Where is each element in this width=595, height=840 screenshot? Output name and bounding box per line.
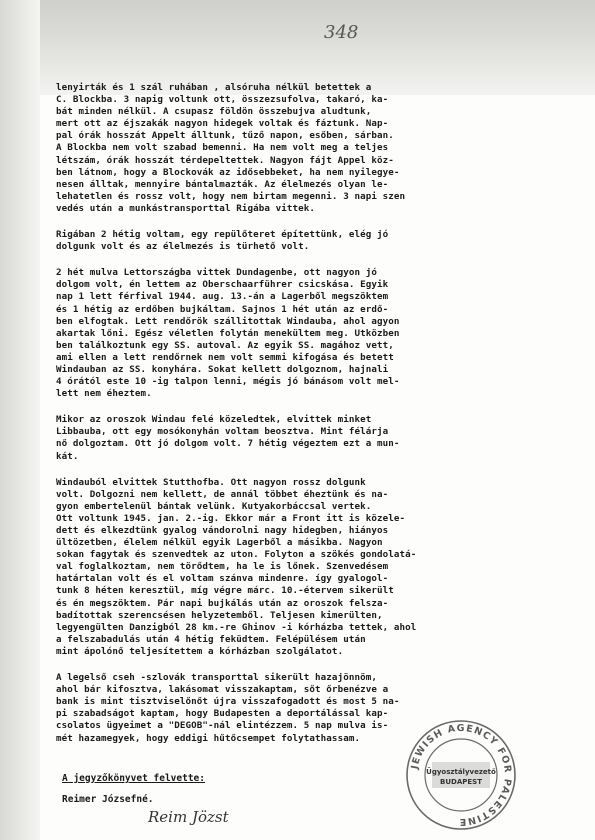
text-line: dolgunk volt és az élelmezés is türhető volt. [56, 241, 310, 253]
text-line: gyon embertelenül bántak velünk. Kutyakorbáccsal vertek. [56, 500, 372, 512]
text-line: nesen álltak, mennyire bántalmazták. Az élelmezés olyan le- [56, 178, 389, 190]
jewish-agency-stamp [402, 716, 520, 834]
paragraph [56, 477, 536, 658]
page-number: 348 [324, 22, 359, 43]
testimony-body [56, 82, 536, 759]
text-line: létszám, órák hosszát térdepeltettek. Nagyon fájt Appel köz- [56, 154, 394, 166]
text-line: tunk 8 héten keresztül, míg végre márc. 10.-étervem sikerült [56, 585, 394, 597]
text-line: 4 órától este 10 -ig talpon lenni, mégis jó bánásom volt mel- [56, 376, 400, 388]
text-line: legyengülten Danzigból 28 km.-re Ghinov -i kórházba tettek, ahol [56, 621, 417, 633]
text-line: kát. [56, 450, 79, 462]
text-line: lenyirták és 1 szál ruhában , alsóruha nélkül betettek a [56, 82, 372, 93]
text-line: ültözetben, élelem nélkül egyik Lagerből a másikba. Nagyon [56, 537, 383, 549]
text-line: nap 1 lett férfival 1944. aug. 13.-án a Lagerből megszöktem [56, 291, 389, 303]
stamp-inner-line-1: Ügyosztályvezető [426, 768, 496, 776]
text-line: mint ápolónő teljesítettem a kórházban szolgálatot. [56, 645, 344, 657]
stamp-inner-line-2: BUDAPEST [440, 778, 482, 786]
text-line: nő dolgoztam. Ott jó dolgom volt. 7 hétig végeztem ezt a mun- [56, 438, 400, 450]
stamp-ring-text: JEWISH AGENCY FOR PALESTINE [409, 722, 514, 828]
text-line: ben találkoztunk egy SS. autoval. Az egyik SS. magához vett, [56, 339, 394, 351]
text-line: mét hazamegyek, hogy eddigi hűtőcsempet folytathassam. [56, 732, 361, 744]
text-line: lett nem éheztem. [56, 388, 152, 400]
text-line: és én megszöktem. Pár napi bujkálás után az oroszok felsza- [56, 597, 389, 609]
text-line: bank is mint tisztviselőnőt újra visszafogadott és most 5 na- [56, 696, 400, 708]
text-line: ami ellen a lett rendőrnek nem volt semmi kifogása és betett [56, 351, 394, 363]
text-line: bát minden nélkül. A csupasz földön összebujva aludtunk, [56, 106, 372, 118]
text-line: pal órák hosszát Appelt álltunk, tűző napon, esőben, sárban. [56, 130, 394, 142]
scan-shadow-top [0, 0, 595, 95]
text-line: A Blockba nem volt szabad bemenni. Ha nem volt meg a teljes [56, 142, 389, 154]
text-line: Windauban az SS. konyhára. Sokat kellett dolgoznom, hajnali [56, 363, 389, 375]
text-line: dett és elkezdtünk gyalog vándorolni nagy hidegben, hiányos [56, 525, 389, 536]
text-line: val foglalkoztam, nem törődtem, ha le is lőnek. Szenvedésem [56, 561, 389, 573]
text-line: pi szabadságot kaptam, hogy Budapesten a deportálással kap- [56, 708, 389, 720]
paragraph [56, 82, 536, 215]
text-line: volt. Dolgozni nem kellett, de annál többet éheztünk és na- [56, 488, 389, 500]
paragraph [56, 267, 536, 400]
text-line: határtalan volt és el voltam szánva mindenre. így gyalogol- [56, 573, 389, 585]
text-line: lehatetlen és rossz volt, hogy nem birtam megenni. 3 napi szen [56, 190, 406, 202]
scan-shadow-left [0, 0, 40, 840]
text-line: csolatos ügyeimet a "DEGOB"-nál elintézzem. 5 nap mulva is- [56, 720, 389, 732]
text-line: ben elfogtak. Lett rendőrök szállitottak Windauba, ahol agyon [56, 315, 400, 327]
text-line: A legelső cseh -szlovák transporttal sikerült hazajönnöm, [56, 672, 377, 684]
footer [62, 773, 205, 806]
text-line: dolgom volt, én lettem az Oberschaarführer csicskása. Egyik [56, 279, 389, 291]
text-line: 2 hét mulva Lettországba vittek Dundagenbe, ott nagyon jó [56, 267, 377, 279]
paragraph [56, 229, 536, 253]
text-line: ahol bár kifosztva, lakásomat visszakaptam, sőt őrbenézve a [56, 684, 389, 696]
text-line: vedés után a munkástransporttal Rigába vittek. [56, 202, 316, 214]
text-line: sokan fagytak és szenvedtek az uton. Folyton a szökés gondolatá- [56, 549, 417, 561]
text-line: a felszabadulás után 4 hétig feküdtem. Felépülésem után [56, 633, 366, 645]
text-line: Ott voltunk 1945. jan. 2.-ig. Ekkor már a Front itt is közele- [56, 512, 406, 524]
paragraph [56, 414, 536, 462]
text-line: badítottak szerencsésen helyzetemből. Teljesen kimerülten, [56, 609, 383, 621]
handwritten-signature: Reim Jözst [148, 808, 229, 826]
text-line: és 1 hétig az erdőben bujkáltam. Sajnos 1 hét után az erdő- [56, 303, 389, 315]
recorder-label: A jegyzőkönyvet felvette: [62, 773, 205, 784]
text-line: mert ott az éjszakák nagyon hidegek voltak és fáztunk. Nap- [56, 118, 389, 130]
text-line: akartak lőni. Egész véletlen folytán menekültem meg. Utközben [56, 327, 400, 339]
text-line: Windauból elvittek Stutthofba. Ott nagyon rossz dolgunk [56, 476, 366, 488]
text-line: Mikor az oroszok Windau felé közeledtek, elvittek minket [56, 414, 372, 426]
text-line: C. Blockba. 3 napig voltunk ott, összezsufolva, takaró, ka- [56, 94, 389, 106]
text-line: Libbauba, ott egy mosókonyhán voltam beosztva. Mint félárja [56, 426, 389, 438]
text-line: ben látnom, hogy a Blockovák az idősebbeket, ha nem nyilegye- [56, 166, 400, 178]
recorder-name: Reimer Józsefné. [62, 794, 154, 805]
text-line: Rigában 2 hétig voltam, egy repülőteret építettünk, elég jó [56, 229, 389, 241]
